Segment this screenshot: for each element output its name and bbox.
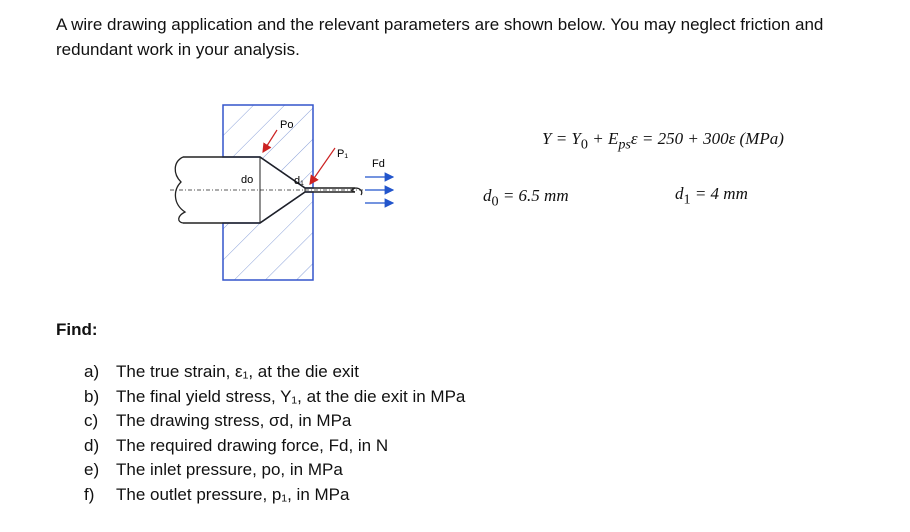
question-f <box>84 483 465 508</box>
yield-equation <box>542 129 784 153</box>
yield-plus: + E <box>587 129 619 148</box>
intro-paragraph: A wire drawing application and the relevant parameters are shown below. You may neglect friction and redundant work in your analysis. <box>56 15 824 59</box>
question-letter: a) <box>84 362 100 381</box>
question-a <box>84 360 465 385</box>
yield-rest: ε = 250 + 300ε (MPa) <box>630 129 784 148</box>
label-fd: Fd <box>372 158 385 170</box>
yield-subps: ps <box>618 136 631 153</box>
wire-break-right <box>352 188 362 195</box>
question-list <box>84 360 465 507</box>
yield-lhs: Y = Y <box>542 129 581 148</box>
label-d1: d₁ <box>294 175 304 187</box>
label-p0: Po <box>280 119 294 131</box>
question-b <box>84 385 465 410</box>
question-c <box>84 409 465 434</box>
question-letter: e) <box>84 460 100 479</box>
d0-var: d <box>483 186 492 205</box>
d0-sub: 0 <box>491 193 499 210</box>
find-heading: Find: <box>56 320 98 339</box>
die-bottom <box>223 192 313 280</box>
question-text: The final yield stress, Y₁, at the die exit in MPa <box>116 386 466 406</box>
question-letter: b) <box>84 386 100 406</box>
yield-sub0: 0 <box>580 136 588 153</box>
wire-drawing-diagram <box>165 100 405 290</box>
question-text: The inlet pressure, po, in MPa <box>116 460 343 479</box>
d1-var: d <box>675 184 684 203</box>
label-d0: do <box>241 174 254 186</box>
label-p1: P₁ <box>337 148 349 160</box>
question-d <box>84 434 465 459</box>
question-letter: c) <box>84 411 99 430</box>
d1-sub: 1 <box>683 191 691 208</box>
d1-rest: = 4 mm <box>690 184 748 203</box>
d0-equation <box>483 186 569 210</box>
d1-equation <box>675 184 748 208</box>
question-letter: f) <box>84 484 95 504</box>
question-e <box>84 458 465 483</box>
question-letter: d) <box>84 435 100 455</box>
question-text: The true strain, ε₁, at the die exit <box>116 362 359 381</box>
question-text: The outlet pressure, p₁, in MPa <box>116 484 350 504</box>
d0-rest: = 6.5 mm <box>498 186 569 205</box>
question-text: The required drawing force, Fd, in N <box>116 435 389 455</box>
question-text: The drawing stress, σd, in MPa <box>116 411 352 430</box>
